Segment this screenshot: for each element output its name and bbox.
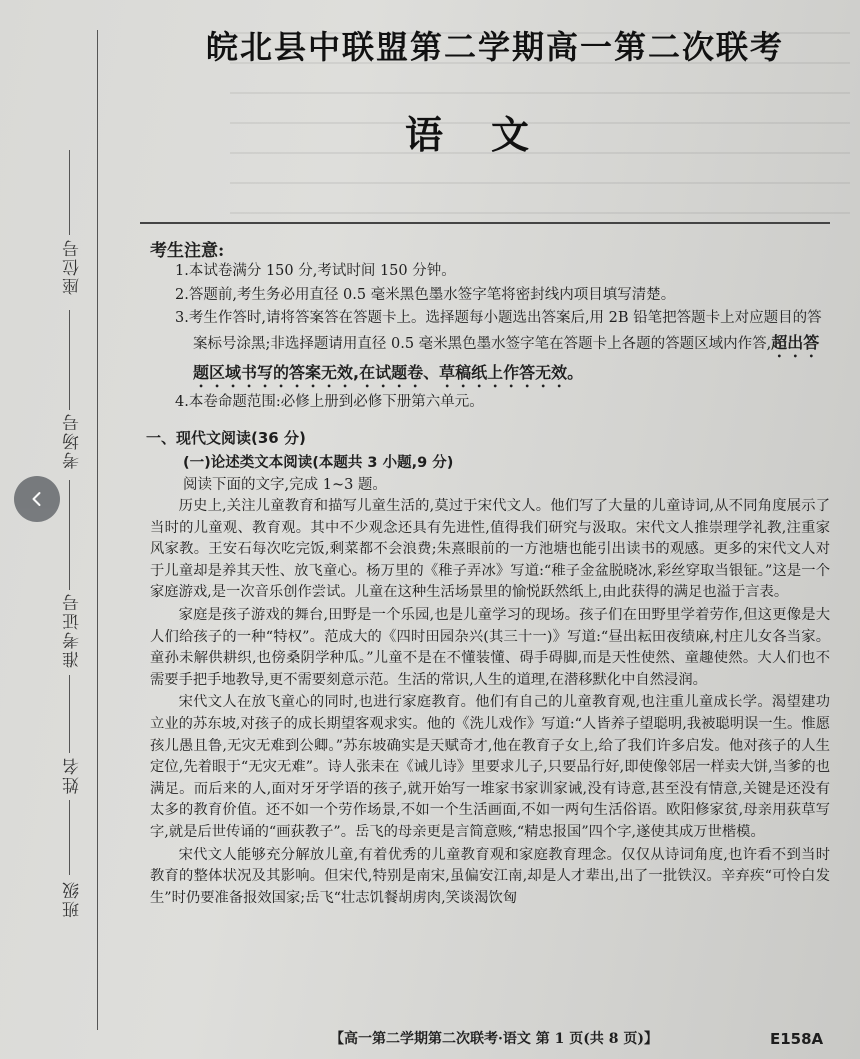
page-footer: 【高一第二学期第二次联考·语文 第 1 页(共 8 页)】	[330, 1031, 658, 1047]
notice-item	[175, 307, 835, 391]
section-title: 一、现代文阅读(36 分)	[146, 429, 306, 447]
class-blank-line	[69, 800, 70, 875]
exam-room-label: 考场号	[63, 412, 83, 469]
passage-paragraph: 家庭是孩子游戏的舞台,田野是一个乐园,也是儿童学习的现场。孩子们在田野里学着劳作,但这更像是大人们给孩子的一种“特权”。范成大的《四时田园杂兴(其三十一)》写道:“昼出耘田夜绩麻,村庄儿女各当家。童孙未解供耕织,也傍桑阴学种瓜。”儿童不是在不懂装懂、碍手碍脚,而是天性使然、童趣使然。大人们也不需要手把手地教导,更不需要刻意示范。生活的常识,人生的道理,在潜移默化中自然浸润。	[150, 606, 830, 688]
back-button[interactable]	[14, 476, 60, 522]
exam-room-blank-line	[69, 310, 70, 410]
header-divider	[140, 222, 830, 224]
notice-title: 考生注意:	[150, 241, 225, 261]
notice-list	[175, 260, 835, 414]
subsection-title: (一)论述类文本阅读(本题共 3 小题,9 分)	[183, 455, 454, 471]
seat-number-label: 座位号	[63, 238, 83, 295]
notice-item: 4.本卷命题范围:必修上册到必修下册第六单元。	[175, 393, 484, 410]
notice-item: 2.答题前,考生务必用直径 0.5 毫米黑色墨水签字笔将密封线内项目填写清楚。	[175, 286, 676, 303]
chevron-left-icon	[28, 490, 46, 508]
name-label: 姓名	[63, 756, 83, 794]
name-blank-line	[69, 675, 70, 753]
reading-passage	[150, 496, 830, 910]
binding-line	[97, 30, 98, 1030]
admission-blank-line	[69, 480, 70, 590]
passage-paragraph: 宋代文人在放飞童心的同时,也进行家庭教育。他们有自己的儿童教育观,也注重儿童成长学。渴望建功立业的苏东坡,对孩子的成长期望客观求实。他的《洗儿戏作》写道:“人皆养子望聪明,我被聪明误一生。惟愿孩儿愚且鲁,无灾无难到公卿。”苏东坡确实是天赋奇才,他在教育子女上,给了我们许多启发。他对孩子的人生定位,先着眼于“无灾无难”。诗人张耒在《诫儿诗》里要求儿子,只要品行好,即使像邻居一样卖大饼,当爹的也满足。而后来的人,面对牙牙学语的孩子,就开始写一堆家书家训家诫,没有诗意,甚至没有情意,关键是还没有太多的教育价值。还不如一个劳作场景,不如一个生活画面,不如一两句生活俗语。欧阳修家贫,母亲用荻草写字,就是后世传诵的“画荻教子”。岳飞的母亲更是言简意赅,“精忠报国”四个字,遂使其成万世楷模。	[150, 694, 830, 840]
passage-paragraph: 宋代文人能够充分解放儿童,有着优秀的儿童教育观和家庭教育理念。仅仅从诗词角度,也许看不到当时教育的整体状况及其影响。但宋代,特别是南宋,虽偏安江南,却是人才辈出,出了一批铁汉。辛弃疾“可怜白发生”时仍要准备报效国家;岳飞“壮志饥餐胡虏肉,笑谈渴饮匈	[150, 846, 830, 906]
notice-item: 1.本试卷满分 150 分,考试时间 150 分钟。	[175, 263, 456, 279]
class-label: 班级	[63, 880, 83, 918]
seat-blank-line	[69, 150, 70, 235]
exam-title: 皖北县中联盟第二学期高一第二次联考	[205, 28, 784, 66]
notice-item-text: 3.考生作答时,请将答案答在答题卡上。选择题每小题选出答案后,用 2B 铅笔把答题卡上对应题目的答案标号涂黑;非选择题请用直径 0.5 毫米黑色墨水签字笔在答题卡上各题的答题区域内作答,	[175, 310, 822, 352]
paper-code: E158A	[770, 1030, 824, 1048]
reading-instruction: 阅读下面的文字,完成 1~3 题。	[183, 477, 387, 493]
notice-warning: 超出答题区域书写的答案无效,在试题卷、草稿纸上作答无效。	[193, 332, 820, 382]
admission-number-label: 准考证号	[63, 592, 83, 668]
passage-paragraph: 历史上,关注儿童教育和描写儿童生活的,莫过于宋代文人。他们写了大量的儿童诗词,从不同角度展示了当时的儿童观、教育观。其中不少观念还具有先进性,值得我们研究与汲取。宋代文人推崇理学礼教,注重家风家教。王安石每次吃完饭,剩菜都不会浪费;朱熹眼前的一方池塘也能引出读书的观感。更多的宋代文人对于儿童却是养其天性、放飞童心。杨万里的《稚子弄冰》写道:“稚子金盆脱晓冰,彩丝穿取当银钲。”这是一个家庭游戏,是一次音乐创作尝试。儿童在这种生活场景里的愉悦跃然纸上,由此获得的满足也溢于言表。	[150, 498, 830, 601]
subject-title: 语文	[405, 112, 578, 157]
